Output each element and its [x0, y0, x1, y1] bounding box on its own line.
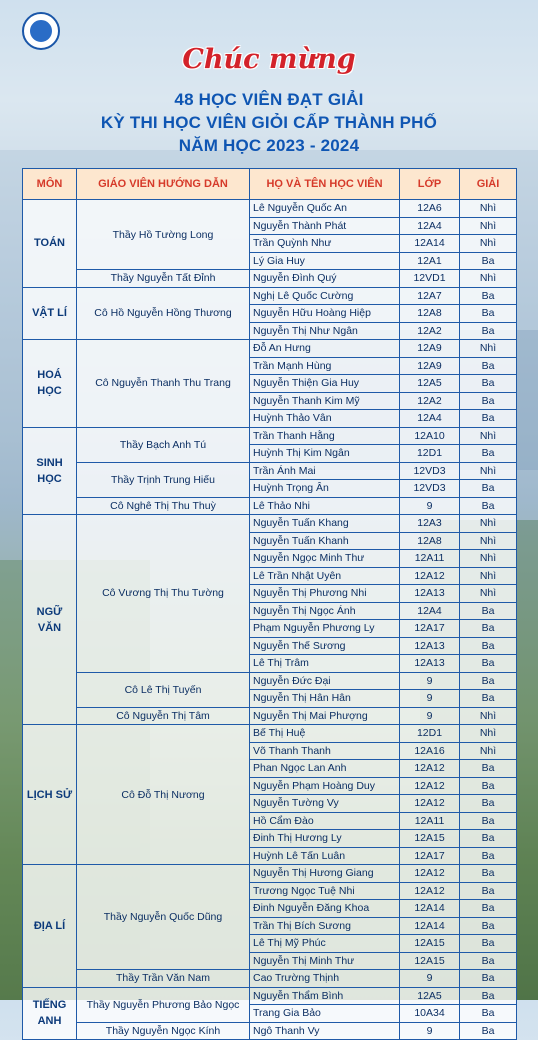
prize-cell: Ba — [460, 620, 517, 638]
teacher-cell: Thầy Nguyễn Phương Bảo Ngọc — [77, 987, 250, 1022]
student-cell: Phạm Nguyễn Phương Ly — [250, 620, 400, 638]
prize-cell: Ba — [460, 900, 517, 918]
student-cell: Nguyễn Tuấn Khang — [250, 515, 400, 533]
student-cell: Nguyễn Thị Phương Nhi — [250, 585, 400, 603]
subject-cell: ĐỊA LÍ — [23, 865, 77, 988]
class-cell: 12A12 — [400, 795, 460, 813]
table-body — [23, 200, 517, 1040]
prize-cell: Ba — [460, 690, 517, 708]
student-cell: Nguyễn Thành Phát — [250, 217, 400, 235]
prize-cell: Ba — [460, 1022, 517, 1040]
table-row — [23, 340, 517, 358]
prize-cell: Nhì — [460, 550, 517, 568]
student-cell: Hồ Cẩm Đào — [250, 812, 400, 830]
class-cell: 12A14 — [400, 900, 460, 918]
student-cell: Trần Thị Bích Sương — [250, 917, 400, 935]
teacher-cell: Thầy Nguyễn Tất Đỉnh — [77, 270, 250, 288]
student-cell: Nguyễn Thiện Gia Huy — [250, 375, 400, 393]
class-cell: 12A5 — [400, 987, 460, 1005]
student-cell: Lê Thị Trâm — [250, 655, 400, 673]
class-cell: 12A11 — [400, 550, 460, 568]
student-cell: Đỗ An Hưng — [250, 340, 400, 358]
prize-cell: Nhì — [460, 235, 517, 253]
teacher-cell: Cô Đỗ Thị Nương — [77, 725, 250, 865]
prize-cell: Nhì — [460, 427, 517, 445]
student-cell: Nguyễn Thị Mai Phượng — [250, 707, 400, 725]
table-row — [23, 200, 517, 218]
student-cell: Trần Quỳnh Như — [250, 235, 400, 253]
awards-table — [22, 168, 517, 1040]
prize-cell: Ba — [460, 935, 517, 953]
student-cell: Nguyễn Đức Đại — [250, 672, 400, 690]
class-cell: 12A16 — [400, 742, 460, 760]
student-cell: Nguyễn Đình Quý — [250, 270, 400, 288]
class-cell: 12A8 — [400, 305, 460, 323]
subject-cell: VẬT LÍ — [23, 287, 77, 340]
prize-cell: Nhì — [460, 585, 517, 603]
class-cell: 12A13 — [400, 655, 460, 673]
class-cell: 9 — [400, 970, 460, 988]
table-row — [23, 707, 517, 725]
class-cell: 12VD1 — [400, 270, 460, 288]
class-cell: 12VD3 — [400, 462, 460, 480]
headline-year: NĂM HỌC 2023 - 2024 — [178, 136, 360, 155]
student-cell: Nguyễn Ngọc Minh Thư — [250, 550, 400, 568]
prize-cell: Nhì — [460, 217, 517, 235]
class-cell: 12A15 — [400, 935, 460, 953]
prize-cell: Ba — [460, 602, 517, 620]
headline-exam: KỲ THI HỌC VIÊN GIỎI CẤP THÀNH PHỐ — [100, 113, 438, 132]
subject-cell: TIẾNG ANH — [23, 987, 77, 1040]
prize-cell: Ba — [460, 917, 517, 935]
prize-cell: Ba — [460, 830, 517, 848]
prize-cell: Ba — [460, 252, 517, 270]
class-cell: 9 — [400, 707, 460, 725]
class-cell: 12A14 — [400, 917, 460, 935]
class-cell: 12A9 — [400, 340, 460, 358]
prize-cell: Nhì — [460, 462, 517, 480]
prize-cell: Ba — [460, 480, 517, 498]
class-cell: 12A9 — [400, 357, 460, 375]
student-cell: Nguyễn Thanh Kim Mỹ — [250, 392, 400, 410]
student-cell: Huỳnh Lê Tấn Luân — [250, 847, 400, 865]
student-cell: Lê Thảo Nhi — [250, 497, 400, 515]
class-cell: 12A12 — [400, 567, 460, 585]
prize-cell: Nhì — [460, 725, 517, 743]
col-prize: GIẢI — [460, 169, 517, 200]
class-cell: 12A1 — [400, 252, 460, 270]
student-cell: Nguyễn Thị Ngọc Ánh — [250, 602, 400, 620]
table-row — [23, 1022, 517, 1040]
subject-cell: HOÁ HỌC — [23, 340, 77, 428]
student-cell: Võ Thanh Thanh — [250, 742, 400, 760]
class-cell: 12A8 — [400, 532, 460, 550]
col-teacher: GIÁO VIÊN HƯỚNG DẪN — [77, 169, 250, 200]
teacher-cell: Cô Nguyễn Thanh Thu Trang — [77, 340, 250, 428]
prize-cell: Ba — [460, 392, 517, 410]
table-header — [23, 169, 517, 200]
prize-cell: Ba — [460, 812, 517, 830]
student-cell: Trần Thanh Hằng — [250, 427, 400, 445]
class-cell: 12A12 — [400, 760, 460, 778]
prize-cell: Nhì — [460, 567, 517, 585]
class-cell: 9 — [400, 672, 460, 690]
student-cell: Phan Ngọc Lan Anh — [250, 760, 400, 778]
student-cell: Lê Thị Mỹ Phúc — [250, 935, 400, 953]
congrats-title: Chúc mừng — [182, 44, 356, 75]
prize-cell: Nhì — [460, 200, 517, 218]
class-cell: 12A3 — [400, 515, 460, 533]
student-cell: Trần Mạnh Hùng — [250, 357, 400, 375]
class-cell: 12A4 — [400, 602, 460, 620]
table-row — [23, 497, 517, 515]
class-cell: 9 — [400, 497, 460, 515]
class-cell: 12A15 — [400, 830, 460, 848]
prize-cell: Ba — [460, 445, 517, 463]
student-cell: Bế Thị Huệ — [250, 725, 400, 743]
teacher-cell: Thầy Trịnh Trung Hiếu — [77, 462, 250, 497]
student-cell: Đinh Nguyễn Đăng Khoa — [250, 900, 400, 918]
teacher-cell: Cô Nguyễn Thị Tâm — [77, 707, 250, 725]
class-cell: 12A17 — [400, 847, 460, 865]
prize-cell: Ba — [460, 865, 517, 883]
student-cell: Lý Gia Huy — [250, 252, 400, 270]
prize-cell: Ba — [460, 760, 517, 778]
col-subject: MÔN — [23, 169, 77, 200]
class-cell: 12A12 — [400, 777, 460, 795]
class-cell: 12A13 — [400, 585, 460, 603]
prize-cell: Ba — [460, 847, 517, 865]
student-cell: Ngô Thanh Vy — [250, 1022, 400, 1040]
teacher-cell: Thầy Hồ Tường Long — [77, 200, 250, 270]
teacher-cell: Thầy Nguyễn Ngọc Kính — [77, 1022, 250, 1040]
class-cell: 12D1 — [400, 445, 460, 463]
subject-cell: TOÁN — [23, 200, 77, 288]
col-student: HỌ VÀ TÊN HỌC VIÊN — [250, 169, 400, 200]
student-cell: Nguyễn Thế Sương — [250, 637, 400, 655]
class-cell: 12A10 — [400, 427, 460, 445]
teacher-cell: Thầy Bạch Anh Tú — [77, 427, 250, 462]
prize-cell: Nhì — [460, 742, 517, 760]
prize-cell: Nhì — [460, 340, 517, 358]
class-cell: 12A17 — [400, 620, 460, 638]
prize-cell: Ba — [460, 1005, 517, 1023]
col-class: LỚP — [400, 169, 460, 200]
class-cell: 12A11 — [400, 812, 460, 830]
student-cell: Nguyễn Thị Như Ngân — [250, 322, 400, 340]
class-cell: 12A15 — [400, 952, 460, 970]
student-cell: Nguyễn Thị Hân Hân — [250, 690, 400, 708]
table-row — [23, 427, 517, 445]
student-cell: Trang Gia Bảo — [250, 1005, 400, 1023]
table-row — [23, 462, 517, 480]
class-cell: 9 — [400, 1022, 460, 1040]
student-cell: Đinh Thị Hương Ly — [250, 830, 400, 848]
student-cell: Huỳnh Thảo Vân — [250, 410, 400, 428]
class-cell: 12A5 — [400, 375, 460, 393]
student-cell: Nguyễn Phạm Hoàng Duy — [250, 777, 400, 795]
prize-cell: Ba — [460, 375, 517, 393]
subject-cell: NGỮ VĂN — [23, 515, 77, 725]
class-cell: 12A2 — [400, 322, 460, 340]
prize-cell: Ba — [460, 970, 517, 988]
class-cell: 12D1 — [400, 725, 460, 743]
prize-cell: Ba — [460, 672, 517, 690]
prize-cell: Ba — [460, 952, 517, 970]
class-cell: 12A7 — [400, 287, 460, 305]
prize-cell: Ba — [460, 287, 517, 305]
student-cell: Nguyễn Tuấn Khanh — [250, 532, 400, 550]
table-row — [23, 515, 517, 533]
class-cell: 12A12 — [400, 865, 460, 883]
prize-cell: Ba — [460, 497, 517, 515]
student-cell: Lê Trần Nhật Uyên — [250, 567, 400, 585]
teacher-cell: Cô Vương Thị Thu Tường — [77, 515, 250, 673]
student-cell: Nguyễn Thị Minh Thư — [250, 952, 400, 970]
table-row — [23, 865, 517, 883]
class-cell: 12A2 — [400, 392, 460, 410]
class-cell: 12A12 — [400, 882, 460, 900]
table-row — [23, 270, 517, 288]
prize-cell: Ba — [460, 777, 517, 795]
class-cell: 12A4 — [400, 217, 460, 235]
student-cell: Nguyễn Thị Hương Giang — [250, 865, 400, 883]
teacher-cell: Cô Lê Thị Tuyến — [77, 672, 250, 707]
class-cell: 12A6 — [400, 200, 460, 218]
student-cell: Nguyễn Thẩm Bình — [250, 987, 400, 1005]
prize-cell: Ba — [460, 322, 517, 340]
student-cell: Lê Nguyễn Quốc An — [250, 200, 400, 218]
subject-cell: LỊCH SỬ — [23, 725, 77, 865]
prize-cell: Ba — [460, 637, 517, 655]
prize-cell: Nhì — [460, 515, 517, 533]
table-row — [23, 987, 517, 1005]
student-cell: Trương Ngọc Tuệ Nhi — [250, 882, 400, 900]
prize-cell: Ba — [460, 357, 517, 375]
student-cell: Huỳnh Thị Kim Ngân — [250, 445, 400, 463]
prize-cell: Ba — [460, 305, 517, 323]
prize-cell: Ba — [460, 655, 517, 673]
headline-count: 48 HỌC VIÊN ĐẠT GIẢI — [174, 90, 364, 109]
prize-cell: Ba — [460, 795, 517, 813]
table-row — [23, 287, 517, 305]
table-row — [23, 970, 517, 988]
table-row — [23, 672, 517, 690]
prize-cell: Ba — [460, 987, 517, 1005]
class-cell: 12VD3 — [400, 480, 460, 498]
student-cell: Nguyễn Tường Vy — [250, 795, 400, 813]
teacher-cell: Thầy Trần Văn Nam — [77, 970, 250, 988]
table-row — [23, 725, 517, 743]
teacher-cell: Cô Hồ Nguyễn Hồng Thương — [77, 287, 250, 340]
class-cell: 10A34 — [400, 1005, 460, 1023]
student-cell: Cao Trường Thịnh — [250, 970, 400, 988]
prize-cell: Ba — [460, 882, 517, 900]
student-cell: Trần Ánh Mai — [250, 462, 400, 480]
student-cell: Huỳnh Trọng Ân — [250, 480, 400, 498]
subject-cell: SINH HỌC — [23, 427, 77, 515]
teacher-cell: Cô Nghê Thị Thu Thuỳ — [77, 497, 250, 515]
class-cell: 12A13 — [400, 637, 460, 655]
teacher-cell: Thầy Nguyễn Quốc Dũng — [77, 865, 250, 970]
class-cell: 12A14 — [400, 235, 460, 253]
prize-cell: Nhì — [460, 270, 517, 288]
student-cell: Nguyễn Hữu Hoàng Hiệp — [250, 305, 400, 323]
class-cell: 12A4 — [400, 410, 460, 428]
prize-cell: Nhì — [460, 532, 517, 550]
student-cell: Nghị Lê Quốc Cường — [250, 287, 400, 305]
prize-cell: Ba — [460, 410, 517, 428]
class-cell: 9 — [400, 690, 460, 708]
prize-cell: Nhì — [460, 707, 517, 725]
